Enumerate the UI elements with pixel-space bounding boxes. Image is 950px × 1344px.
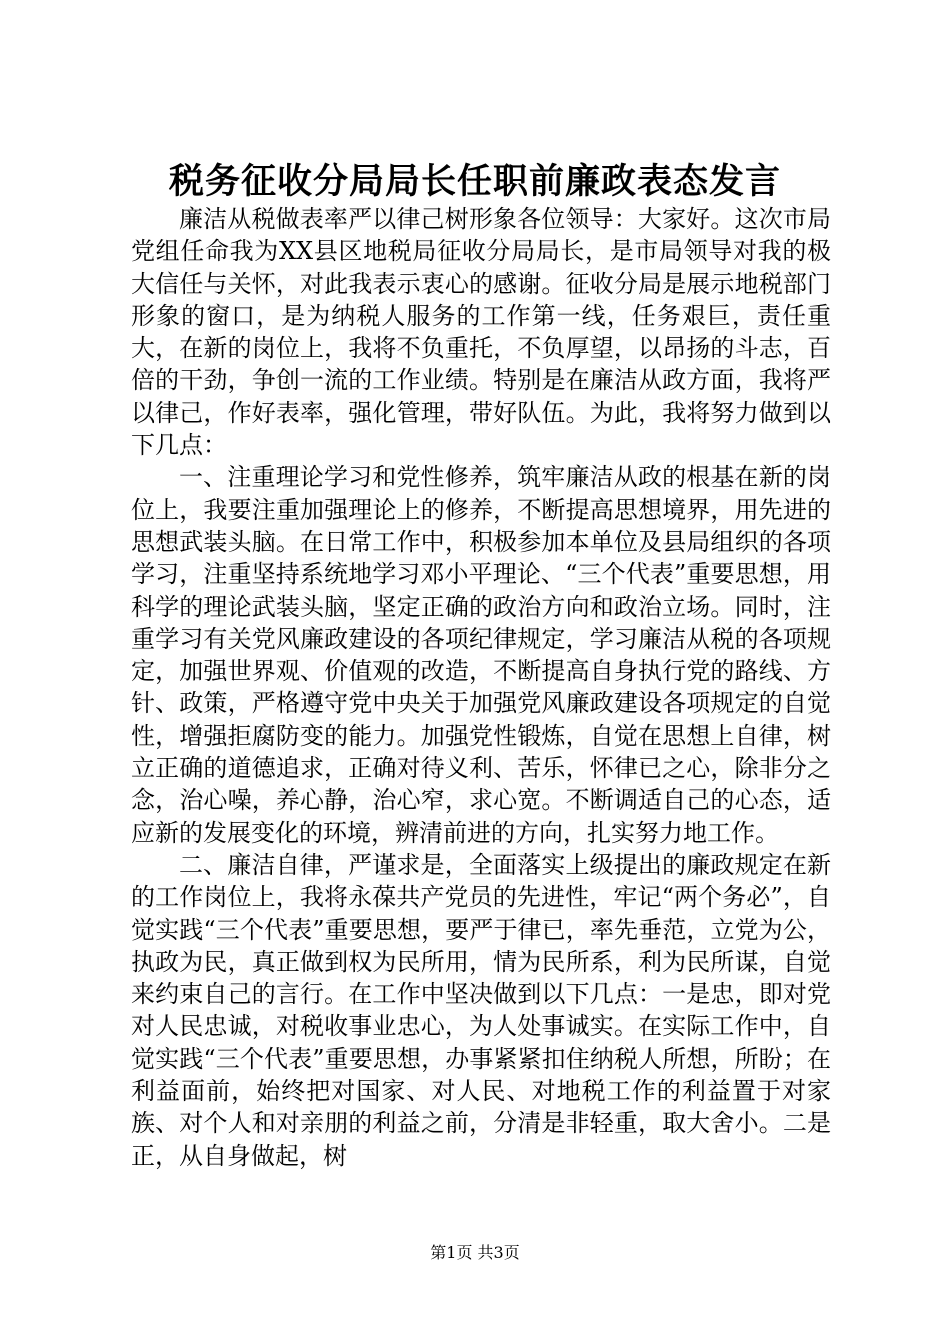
- document-body: [131, 203, 831, 1172]
- page-footer: 第1页 共3页: [430, 1243, 520, 1262]
- paragraph-intro: 廉洁从税做表率严以律己树形象各位领导：大家好。这次市局党组任命我为XX县区地税局征收分局局长，是市局领导对我的极大信任与关怀，对此我表示衷心的感谢。征收分局是展示地税部门形象的窗口，是为纳税人服务的工作第一线，任务艰巨，责任重大，在新的岗位上，我将不负重托，不负厚望，以昂扬的斗志，百倍的干劲，争创一流的工作业绩。特别是在廉洁从政方面，我将严以律己，作好表率，强化管理，带好队伍。为此，我将努力做到以下几点：: [131, 205, 831, 460]
- paragraph-point-one: 一、注重理论学习和党性修养，筑牢廉洁从政的根基在新的岗位上，我要注重加强理论上的修养，不断提高思想境界，用先进的思想武装头脑。在日常工作中，积极参加本单位及县局组织的各项学习，注重坚持系统地学习邓小平理论、“三个代表”重要思想，用科学的理论武装头脑，坚定正确的政治方向和政治立场。同时，注重学习有关党风廉政建设的各项纪律规定，学习廉洁从税的各项规定，加强世界观、价值观的改造，不断提高自身执行党的路线、方针、政策，严格遵守党中央关于加强党风廉政建设各项规定的自觉性，增强拒腐防变的能力。加强党性锻炼，自觉在思想上自律，树立正确的道德追求，正确对待义利、苦乐，怀律已之心，除非分之念，治心噪，养心静，治心窄，求心宽。不断调适自己的心态，适应新的发展变化的环境，辨清前进的方向，扎实努力地工作。: [131, 463, 831, 847]
- paragraph-point-two: 二、廉洁自律，严谨求是，全面落实上级提出的廉政规定在新的工作岗位上，我将永葆共产党员的先进性，牢记“两个务必”，自觉实践“三个代表”重要思想，要严于律已，率先垂范，立党为公，执政为民，真正做到权为民所用，情为民所系，利为民所谋，自觉来约束自己的言行。在工作中坚决做到以下几点：一是忠，即对党对人民忠诚，对税收事业忠心，为人处事诚实。在实际工作中，自觉实践“三个代表”重要思想，办事紧紧扣住纳税人所想，所盼；在利益面前，始终把对国家、对人民、对地税工作的利益置于对家族、对个人和对亲朋的利益之前，分清是非轻重，取大舍小。二是正，从自身做起，树: [131, 850, 831, 1170]
- document-title: 税务征收分局局长任职前廉政表态发言: [168, 161, 781, 202]
